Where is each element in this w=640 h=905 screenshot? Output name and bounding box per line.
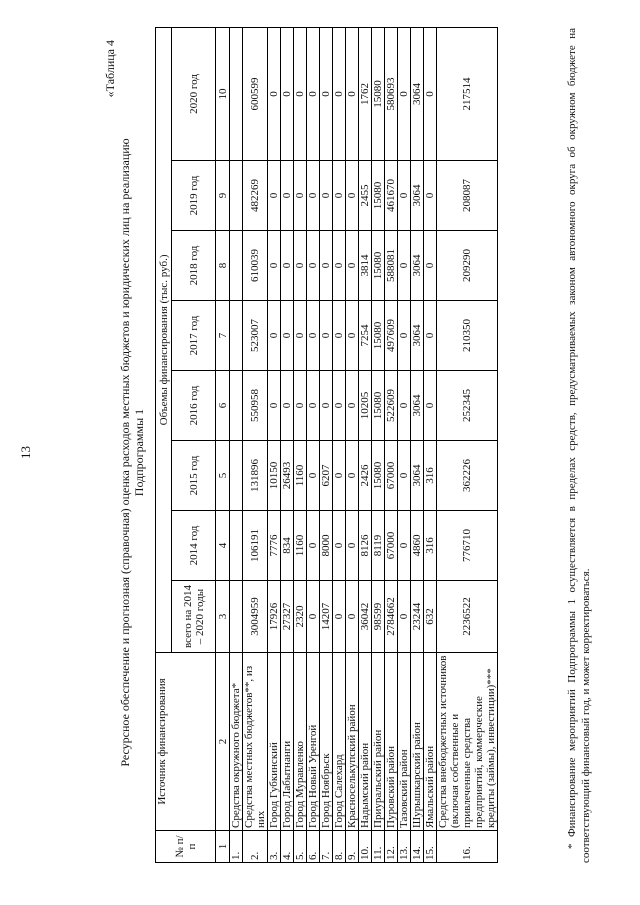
table-row — [320, 27, 333, 862]
funding-value: 7776 — [268, 511, 281, 581]
funding-table — [155, 27, 498, 863]
table-row — [359, 27, 372, 862]
header-year-2016: 2016 год — [172, 371, 216, 441]
funding-value: 0 — [398, 581, 411, 653]
row-number: 3. — [268, 831, 281, 863]
funding-value: 0 — [424, 301, 437, 371]
funding-value: 0 — [346, 511, 359, 581]
funding-value — [230, 301, 243, 371]
column-number-cell: 6 — [216, 371, 230, 441]
funding-value: 98599 — [372, 581, 385, 653]
funding-value: 2784662 — [385, 581, 398, 653]
row-number: 14. — [411, 831, 424, 863]
funding-value: 0 — [307, 511, 320, 581]
funding-value: 0 — [307, 371, 320, 441]
funding-source: Красноселькупский район — [346, 653, 359, 831]
funding-source: Надымский район — [359, 653, 372, 831]
funding-value: 0 — [294, 301, 307, 371]
funding-value: 23244 — [411, 581, 424, 653]
funding-value: 461670 — [385, 161, 398, 231]
funding-source: Средства окружного бюджета* — [230, 653, 243, 831]
header-volumes: Объемы финансирования (тыс. руб.) — [156, 27, 172, 652]
funding-value: 588081 — [385, 231, 398, 301]
table-row — [424, 27, 437, 862]
column-number-cell: 7 — [216, 301, 230, 371]
column-number-cell: 8 — [216, 231, 230, 301]
funding-value: 10150 — [268, 441, 281, 511]
funding-value: 1160 — [294, 441, 307, 511]
funding-value: 8119 — [372, 511, 385, 581]
table-row — [307, 27, 320, 862]
funding-value: 15080 — [372, 231, 385, 301]
funding-value — [230, 511, 243, 581]
funding-value: 0 — [281, 301, 294, 371]
table-row — [243, 27, 268, 862]
header-year-2019: 2019 год — [172, 161, 216, 231]
table-row — [372, 27, 385, 862]
funding-value: 67000 — [385, 511, 398, 581]
column-number-cell: 3 — [216, 581, 230, 653]
funding-value: 0 — [333, 511, 346, 581]
funding-value: 0 — [320, 161, 333, 231]
funding-value: 776710 — [437, 511, 498, 581]
funding-value: 0 — [268, 161, 281, 231]
row-number: 4. — [281, 831, 294, 863]
funding-value: 17926 — [268, 581, 281, 653]
row-number: 2. — [243, 831, 268, 863]
funding-source: Шурышкарский район — [411, 653, 424, 831]
funding-source: Город Ноябрьск — [320, 653, 333, 831]
funding-value: 3064 — [411, 231, 424, 301]
funding-value: 4860 — [411, 511, 424, 581]
funding-value: 2426 — [359, 441, 372, 511]
funding-value: 632 — [424, 581, 437, 653]
table-row — [411, 27, 424, 862]
funding-source: Город Салехард — [333, 653, 346, 831]
funding-value: 362226 — [437, 441, 498, 511]
funding-value: 0 — [346, 161, 359, 231]
column-number-cell: 10 — [216, 27, 230, 160]
funding-source: Ямальский район — [424, 653, 437, 831]
column-number-cell: 2 — [216, 653, 230, 831]
funding-value: 0 — [346, 231, 359, 301]
funding-value: 0 — [294, 161, 307, 231]
funding-value: 2320 — [294, 581, 307, 653]
funding-value: 0 — [268, 301, 281, 371]
funding-value: 0 — [424, 161, 437, 231]
header-num: № п/п — [156, 831, 216, 863]
funding-value: 14207 — [320, 581, 333, 653]
funding-value: 0 — [333, 371, 346, 441]
table-row — [281, 27, 294, 862]
funding-value: 0 — [424, 231, 437, 301]
row-number: 11. — [372, 831, 385, 863]
funding-value: 0 — [333, 231, 346, 301]
funding-value: 2455 — [359, 161, 372, 231]
funding-value: 0 — [333, 581, 346, 653]
funding-value: 0 — [333, 441, 346, 511]
funding-value: 0 — [398, 301, 411, 371]
funding-value: 0 — [294, 231, 307, 301]
row-number: 13. — [398, 831, 411, 863]
funding-source: Пуровский район — [385, 653, 398, 831]
funding-value: 15080 — [372, 161, 385, 231]
row-number: 12. — [385, 831, 398, 863]
row-number: 7. — [320, 831, 333, 863]
funding-value: 0 — [320, 27, 333, 160]
table-row — [294, 27, 307, 862]
funding-value: 131896 — [243, 441, 268, 511]
row-number: 16. — [437, 831, 498, 863]
funding-value: 0 — [398, 511, 411, 581]
funding-value: 27327 — [281, 581, 294, 653]
column-number-cell: 5 — [216, 441, 230, 511]
funding-value — [230, 231, 243, 301]
funding-table-wrap — [155, 28, 498, 863]
funding-value: 0 — [281, 231, 294, 301]
funding-value: 67000 — [385, 441, 398, 511]
funding-value: 0 — [398, 441, 411, 511]
funding-value: 15080 — [372, 301, 385, 371]
funding-value: 0 — [346, 27, 359, 160]
funding-value: 0 — [346, 581, 359, 653]
row-number: 1. — [230, 831, 243, 863]
funding-source: Тазовский район — [398, 653, 411, 831]
table-row — [385, 27, 398, 862]
column-number-row — [216, 27, 230, 862]
funding-value — [230, 27, 243, 160]
title-line-2: Подпрограммы 1 — [132, 408, 146, 497]
funding-value: 0 — [333, 161, 346, 231]
funding-value: 0 — [398, 161, 411, 231]
row-number: 9. — [346, 831, 359, 863]
header-total: всего на 2014 – 2020 годы — [172, 581, 216, 653]
funding-value: 15080 — [372, 371, 385, 441]
funding-value: 26493 — [281, 441, 294, 511]
footnote: * Финансирование мероприятий Подпрограммы 1 осуществляется в пределах средств, предусматриваемых законом автономного округа об окружном бюджете на соответствующий финансовый год, и может корректироваться. — [566, 28, 592, 863]
funding-value: 0 — [307, 231, 320, 301]
funding-value: 3064 — [411, 161, 424, 231]
funding-value: 1762 — [359, 27, 372, 160]
funding-value: 3064 — [411, 441, 424, 511]
funding-value: 0 — [346, 441, 359, 511]
funding-value: 0 — [398, 231, 411, 301]
column-number-cell: 9 — [216, 161, 230, 231]
funding-value: 580693 — [385, 27, 398, 160]
table-row — [346, 27, 359, 862]
funding-value: 0 — [307, 441, 320, 511]
funding-source: Город Муравленко — [294, 653, 307, 831]
funding-value: 497609 — [385, 301, 398, 371]
header-year-2018: 2018 год — [172, 231, 216, 301]
funding-value: 0 — [307, 581, 320, 653]
header-year-2020: 2020 год — [172, 27, 216, 160]
funding-value: 0 — [320, 231, 333, 301]
funding-source: Город Новый Уренгой — [307, 653, 320, 831]
funding-value: 0 — [398, 27, 411, 160]
funding-value: 0 — [281, 161, 294, 231]
table-row — [398, 27, 411, 862]
row-number: 15. — [424, 831, 437, 863]
funding-value — [230, 441, 243, 511]
funding-value: 208087 — [437, 161, 498, 231]
funding-source: Приуральский район — [372, 653, 385, 831]
table-body — [230, 27, 498, 862]
document-title — [118, 0, 146, 905]
funding-value: 316 — [424, 511, 437, 581]
funding-value: 0 — [346, 301, 359, 371]
funding-value: 482269 — [243, 161, 268, 231]
funding-value: 0 — [281, 27, 294, 160]
funding-value: 522609 — [385, 371, 398, 441]
funding-value: 6207 — [320, 441, 333, 511]
table-row — [437, 27, 498, 862]
funding-value — [230, 371, 243, 441]
title-line-1: Ресурсное обеспечение и прогнозная (справочная) оценка расходов местных бюджетов и юридических лиц на реализацию — [118, 138, 132, 767]
funding-value: 0 — [307, 27, 320, 160]
funding-value: 15080 — [372, 441, 385, 511]
funding-value: 210350 — [437, 301, 498, 371]
funding-value: 550958 — [243, 371, 268, 441]
funding-value: 316 — [424, 441, 437, 511]
funding-value: 523007 — [243, 301, 268, 371]
funding-value: 0 — [333, 27, 346, 160]
funding-value: 3064 — [411, 27, 424, 160]
funding-value: 0 — [346, 371, 359, 441]
table-row — [268, 27, 281, 862]
funding-value: 217514 — [437, 27, 498, 160]
funding-value: 0 — [320, 301, 333, 371]
funding-value: 3004959 — [243, 581, 268, 653]
funding-value: 0 — [294, 371, 307, 441]
funding-value: 3064 — [411, 301, 424, 371]
table-label: «Таблица 4 — [103, 40, 117, 98]
funding-source: Средства местных бюджетов**, из них — [243, 653, 268, 831]
funding-value: 0 — [281, 371, 294, 441]
funding-source: Город Лабытнанги — [281, 653, 294, 831]
funding-value: 600599 — [243, 27, 268, 160]
funding-value: 3814 — [359, 231, 372, 301]
funding-source: Средства внебюджетных источников (включая собственные и привлеченные средства предприятий, коммерческие кредиты (займы), инвестиции)*** — [437, 653, 498, 831]
funding-value: 0 — [268, 231, 281, 301]
funding-value: 0 — [268, 371, 281, 441]
funding-value: 209290 — [437, 231, 498, 301]
funding-value: 252345 — [437, 371, 498, 441]
funding-value: 8000 — [320, 511, 333, 581]
row-number: 5. — [294, 831, 307, 863]
row-number: 6. — [307, 831, 320, 863]
funding-value: 0 — [424, 27, 437, 160]
funding-value — [230, 161, 243, 231]
funding-value: 10205 — [359, 371, 372, 441]
row-number: 8. — [333, 831, 346, 863]
page-number: 13 — [18, 446, 33, 459]
header-year-2017: 2017 год — [172, 301, 216, 371]
funding-value: 36042 — [359, 581, 372, 653]
funding-value: 834 — [281, 511, 294, 581]
funding-value: 106191 — [243, 511, 268, 581]
funding-source: Город Губкинский — [268, 653, 281, 831]
table-row — [333, 27, 346, 862]
funding-value: 2236522 — [437, 581, 498, 653]
funding-value: 8126 — [359, 511, 372, 581]
header-source: Источник финансирования — [156, 653, 216, 831]
row-number: 10. — [359, 831, 372, 863]
funding-value: 0 — [424, 371, 437, 441]
funding-value: 0 — [333, 301, 346, 371]
funding-value: 0 — [307, 161, 320, 231]
funding-value: 0 — [307, 301, 320, 371]
funding-value — [230, 581, 243, 653]
funding-value: 0 — [268, 27, 281, 160]
column-number-cell: 4 — [216, 511, 230, 581]
header-year-2014: 2014 год — [172, 511, 216, 581]
table-row — [230, 27, 243, 862]
funding-value: 610039 — [243, 231, 268, 301]
header-year-2015: 2015 год — [172, 441, 216, 511]
funding-value: 7254 — [359, 301, 372, 371]
funding-value: 15080 — [372, 27, 385, 160]
funding-value: 0 — [398, 371, 411, 441]
funding-value: 3064 — [411, 371, 424, 441]
column-number-cell: 1 — [216, 831, 230, 863]
funding-value: 0 — [320, 371, 333, 441]
funding-value: 1160 — [294, 511, 307, 581]
funding-value: 0 — [294, 27, 307, 160]
